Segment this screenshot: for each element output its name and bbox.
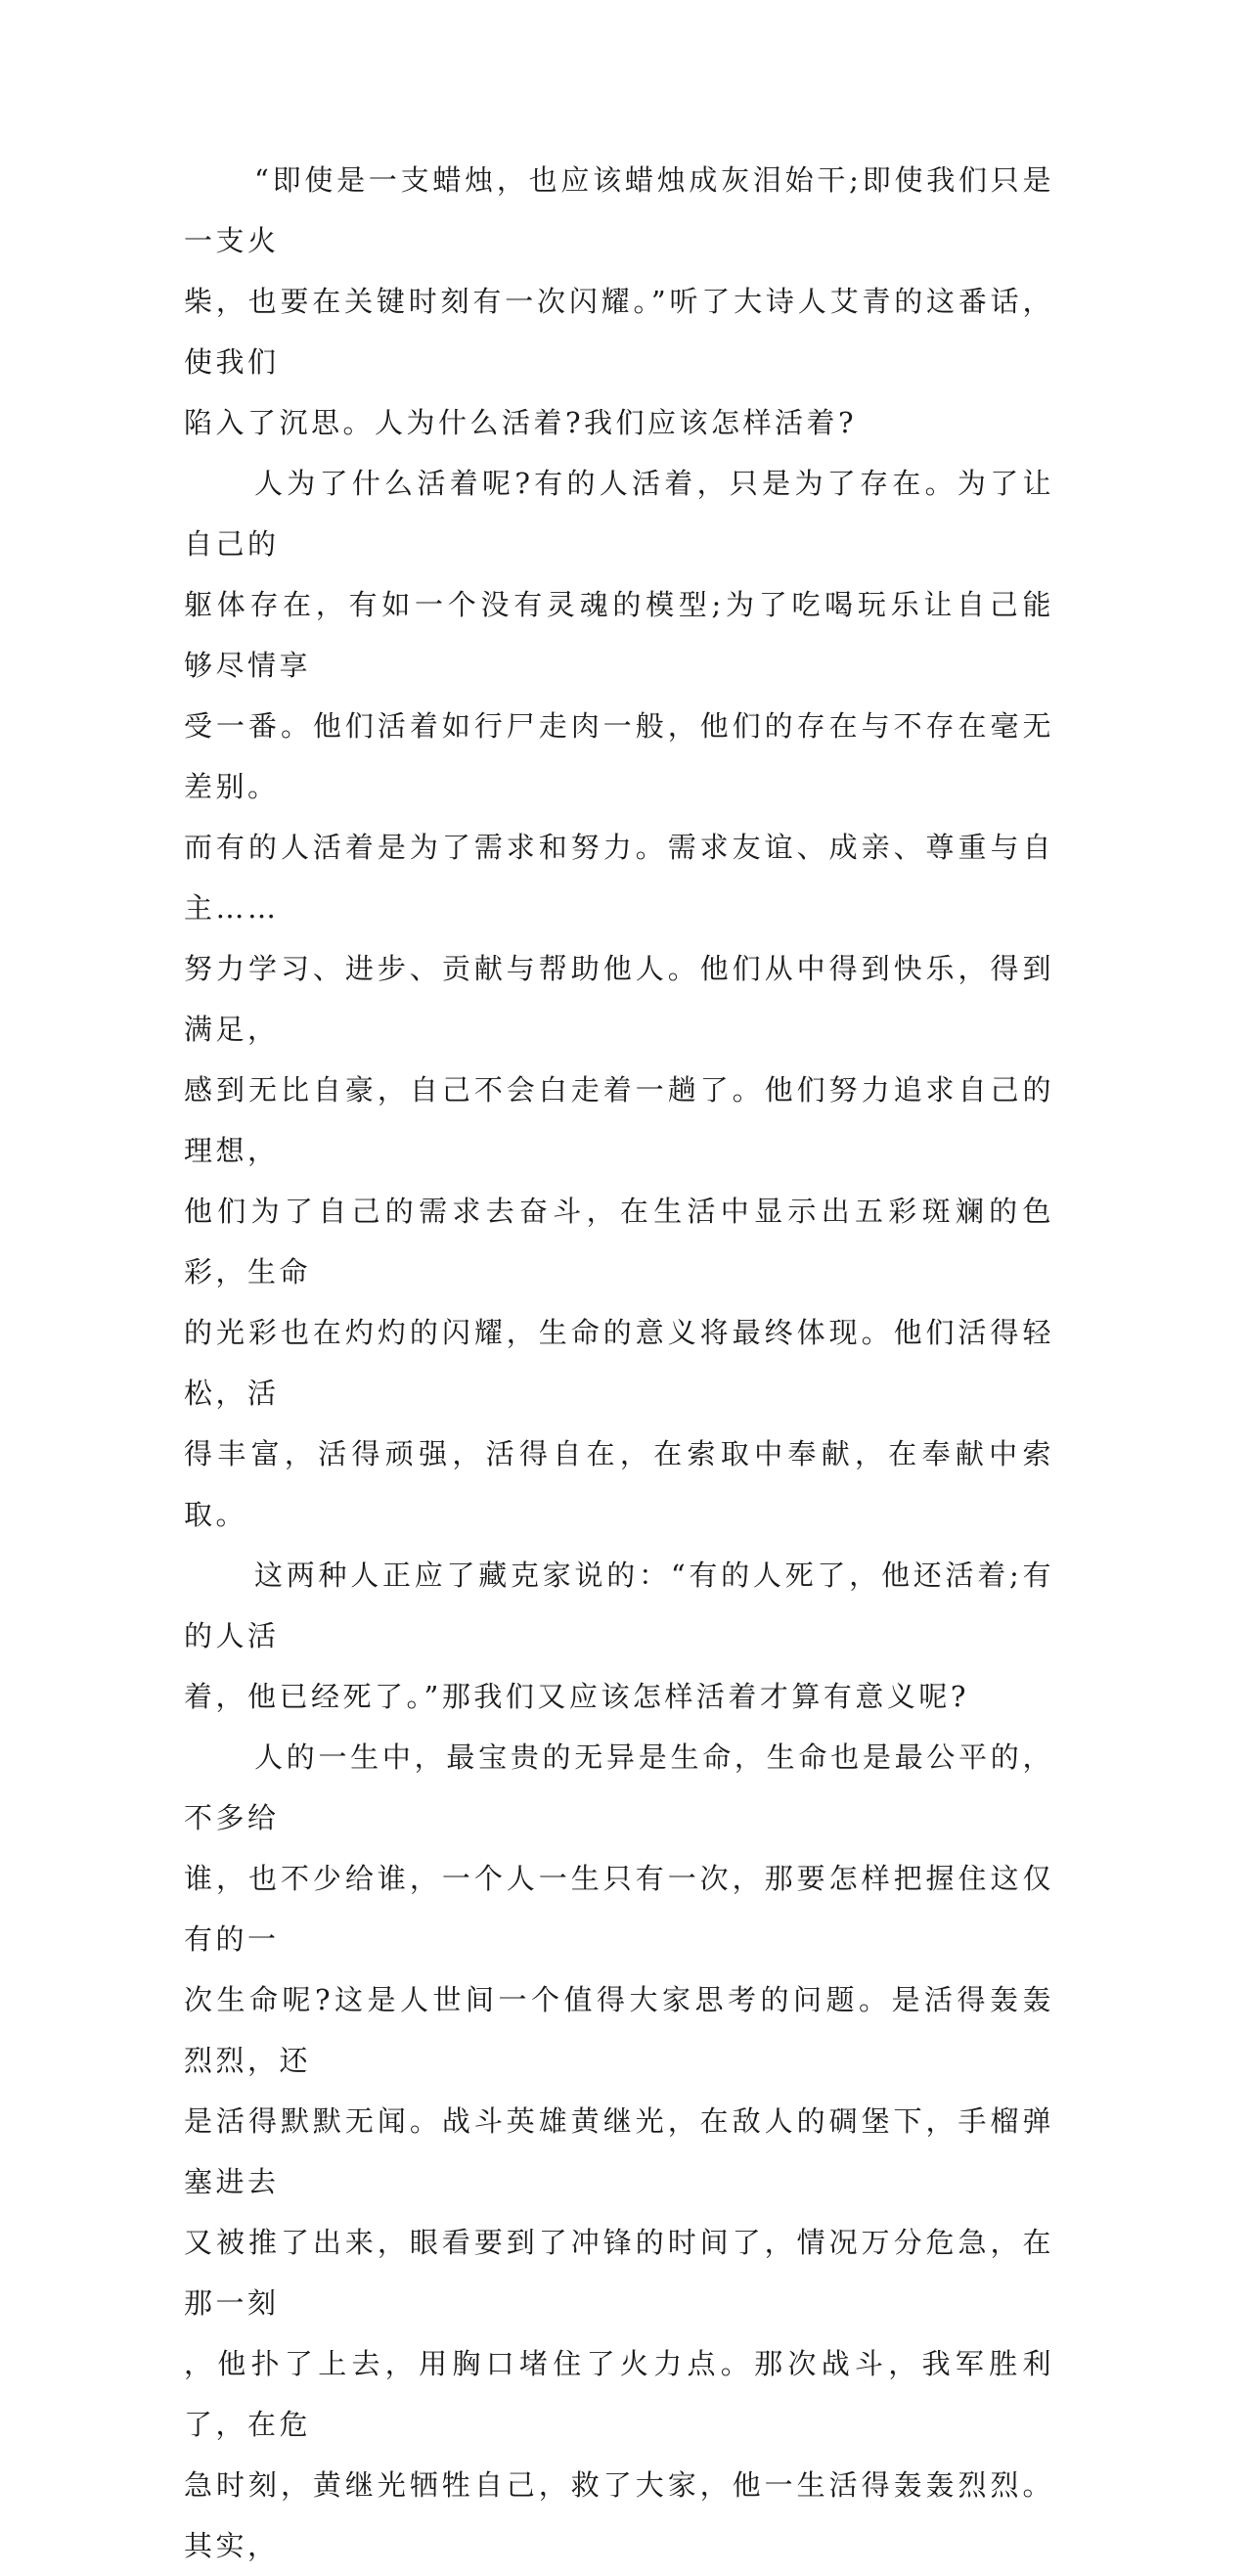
- document-body: [184, 150, 1054, 2576]
- paragraph-2: 人为了什么活着呢?有的人活着，只是为了存在。为了让自己的 躯体存在，有如一个没有灵魂的模型;为了吃喝玩乐让自己能够尽情享 受一番。他们活着如行尸走肉一般，他们的存在与不存在毫无差别。 而有的人活着是为了需求和努力。需求友谊、成亲、尊重与自主…… 努力学习、进步、贡献与帮助他人。他们从中得到快乐，得到满足， 感到无比自豪，自己不会白走着一趟了。他们努力追求自己的理想， 他们为了自己的需求去奋斗，在生活中显示出五彩斑斓的色彩，生命 的光彩也在灼灼的闪耀，生命的意义将最终体现。他们活得轻松，活 得丰富，活得顽强，活得自在，在索取中奉献，在奉献中索取。: [184, 467, 1054, 1531]
- paragraph-3: 这两种人正应了藏克家说的：“有的人死了，他还活着;有的人活 着，他已经死了。”那我们又应该怎样活着才算有意义呢?: [184, 1559, 1054, 1713]
- paragraph-4: 人的一生中，最宝贵的无异是生命，生命也是最公平的，不多给 谁，也不少给谁，一个人一生只有一次，那要怎样把握住这仅有的一 次生命呢?这是人世间一个值得大家思考的问题。是活得轰轰烈烈，还 是活得默默无闻。战斗英雄黄继光，在敌人的碉堡下，手榴弹塞进去 又被推了出来，眼看要到了冲锋的时间了，情况万分危急，在那一刻 ，他扑了上去，用胸口堵住了火力点。那次战斗，我军胜利了，在危 急时刻，黄继光牺牲自己，救了大家，他一生活得轰轰烈烈。其实，: [184, 1740, 1054, 2562]
- paragraph-1: “即使是一支蜡烛，也应该蜡烛成灰泪始干;即使我们只是一支火 柴，也要在关键时刻有一次闪耀。”听了大诗人艾青的这番话，使我们 陷入了沉思。人为什么活着?我们应该怎样活着?: [184, 163, 1054, 439]
